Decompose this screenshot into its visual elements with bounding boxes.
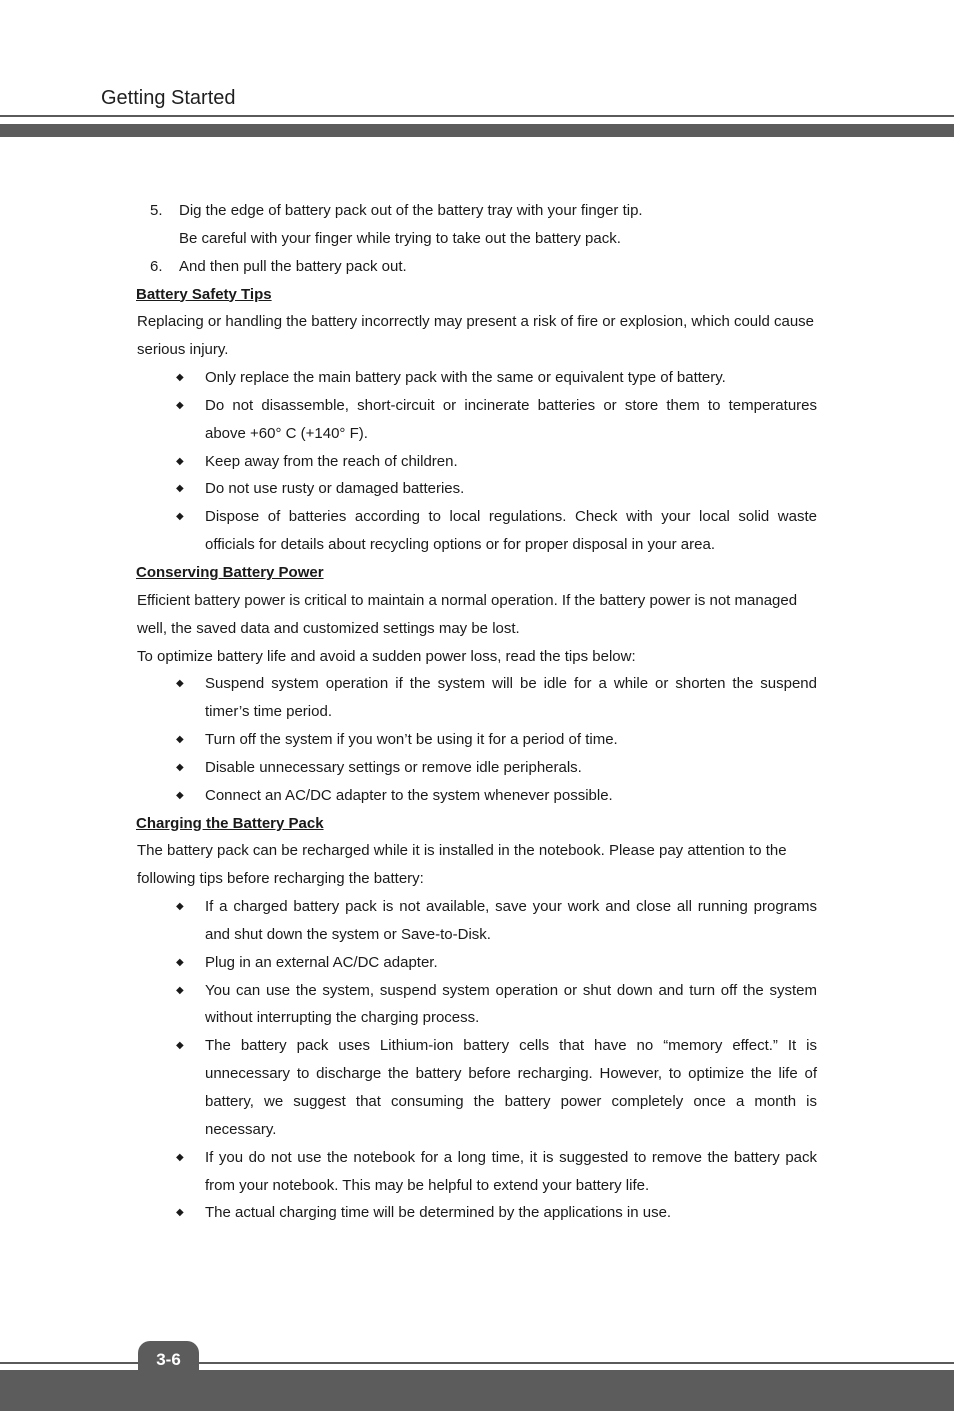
section-intro: To optimize battery life and avoid a sudden power loss, read the tips below: [137,647,636,665]
list-item: ◆ Keep away from the reach of children. [137,448,817,476]
diamond-bullet-icon: ◆ [176,678,184,690]
list-item: ◆ The actual charging time will be determined by the applications in use. [137,1199,817,1227]
step-5 [137,197,817,253]
diamond-bullet-icon: ◆ [176,1151,184,1163]
diamond-bullet-icon: ◆ [176,1207,184,1219]
diamond-bullet-icon: ◆ [176,984,184,996]
list-item: ◆ You can use the system, suspend system operation or shut down and turn off the system without interrupting the charging process. [137,977,817,1033]
list-item: ◆ Do not use rusty or damaged batteries. [137,475,817,503]
page-number: 3-6 [138,1341,199,1411]
header-divider [0,115,954,117]
list-item: ◆ Plug in an external AC/DC adapter. [137,949,817,977]
step-number: 6. [150,257,163,275]
diamond-bullet-icon: ◆ [176,372,184,384]
list-item: ◆ If a charged battery pack is not available, save your work and close all running programs and shut down the system or Save-to-Disk. [137,893,817,949]
step-number: 5. [150,202,163,219]
list-item: ◆ Dispose of batteries according to local regulations. Check with your local solid waste officials for details about recycling options or for proper disposal in your area. [137,503,817,559]
step-text: Dig the edge of battery pack out of the battery tray with your finger tip. [179,202,643,219]
section-intro: Efficient battery power is critical to maintain a normal operation. If the battery power is not managed well, the saved data and customized settings may be lost. [137,591,798,637]
chapter-title: Getting Started [101,87,236,109]
section-heading-conserving-power: Conserving Battery Power [136,563,324,581]
list-item: ◆ Suspend system operation if the system will be idle for a while or shorten the suspend timer’s time period. [137,670,817,726]
list-item: ◆ Disable unnecessary settings or remove idle peripherals. [137,754,817,782]
list-item: ◆ Only replace the main battery pack with the same or equivalent type of battery. [137,364,817,392]
diamond-bullet-icon: ◆ [176,511,184,523]
step-text: And then pull the battery pack out. [179,257,407,275]
diamond-bullet-icon: ◆ [176,483,184,495]
diamond-bullet-icon: ◆ [176,734,184,746]
section-heading-charging: Charging the Battery Pack [136,814,324,832]
step-text: Be careful with your finger while trying to take out the battery pack. [179,229,621,247]
list-item: ◆ Do not disassemble, short-circuit or incinerate batteries or store them to temperatures above +60° C (+140° F). [137,392,817,448]
page-content [137,197,817,1227]
diamond-bullet-icon: ◆ [176,789,184,801]
list-item: ◆ If you do not use the notebook for a long time, it is suggested to remove the battery pack from your notebook. This may be helpful to extend your battery life. [137,1144,817,1200]
section-intro: The battery pack can be recharged while it is installed in the notebook. Please pay attention to the following tips before recharging the battery: [137,842,787,888]
diamond-bullet-icon: ◆ [176,956,184,968]
header-band [0,124,954,137]
step-6 [137,253,817,281]
diamond-bullet-icon: ◆ [176,901,184,913]
section-intro: Replacing or handling the battery incorrectly may present a risk of fire or explosion, which could cause serious injury. [137,313,815,359]
list-item: ◆ Connect an AC/DC adapter to the system whenever possible. [137,782,817,810]
diamond-bullet-icon: ◆ [176,1040,184,1052]
section-heading-battery-safety: Battery Safety Tips [136,285,272,303]
diamond-bullet-icon: ◆ [176,399,184,411]
diamond-bullet-icon: ◆ [176,455,184,467]
list-item: ◆ Turn off the system if you won’t be using it for a period of time. [137,726,817,754]
diamond-bullet-icon: ◆ [176,761,184,773]
list-item: ◆ The battery pack uses Lithium-ion battery cells that have no “memory effect.” It is unnecessary to discharge the battery before recharging. However, to optimize the life of battery, we suggest that consuming the battery power completely once a month is necessary. [137,1032,817,1143]
